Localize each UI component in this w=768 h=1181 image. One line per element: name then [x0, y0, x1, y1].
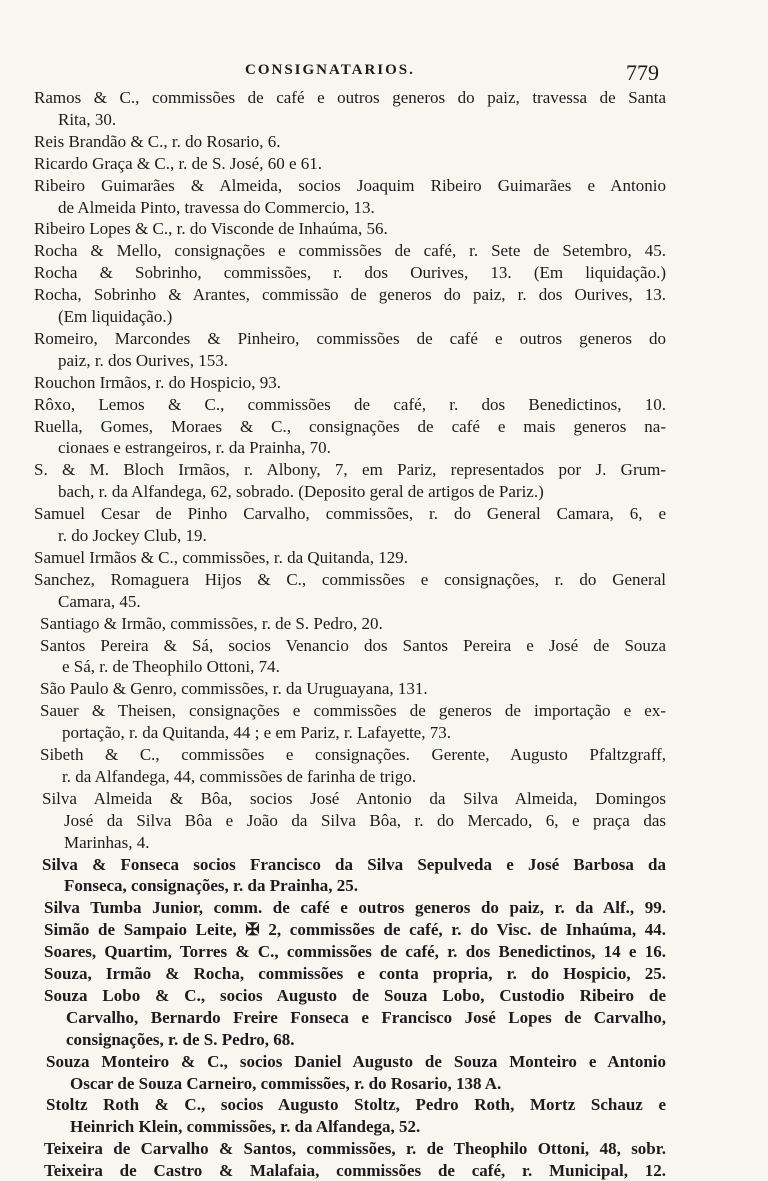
entry-first-line: Ramos & C., commissões de café e outros generos do paiz, travessa de Santa	[34, 88, 666, 107]
entry-first-line: Teixeira de Carvalho & Santos, commissões, r. de Theophilo Ottoni, 48, sobr.	[44, 1139, 666, 1159]
entry-continuation-line: de Almeida Pinto, travessa do Commercio, 13.	[58, 197, 375, 217]
entry-first-line: Simão de Sampaio Leite, ✠ 2, commissões de café, r. do Visc. de Inhaúma, 44.	[44, 920, 666, 940]
entry-continuation-line: Marinhas, 4.	[64, 832, 150, 852]
entry-continuation-line: r. do Jockey Club, 19.	[58, 526, 207, 545]
entry-first-line: Sauer & Theisen, consignações e commissões de generos de importação e ex-	[40, 701, 666, 721]
entry-first-line: Sibeth & C., commissões e consignações. Gerente, Augusto Pfaltzgraff,	[40, 745, 666, 764]
entry-continuation-line: e Sá, r. de Theophilo Ottoni, 74.	[62, 657, 280, 677]
entry-first-line: Ruella, Gomes, Moraes & C., consignações de café e mais generos na-	[34, 416, 666, 436]
entry-continuation-line: r. da Alfandega, 44, commissões de farinha de trigo.	[62, 766, 417, 786]
entry-first-line: Rocha & Mello, consignações e commissões de café, r. Sete de Setembro, 45.	[34, 241, 666, 261]
page-header	[0, 60, 768, 86]
entry-continuation-line: Carvalho, Bernardo Freire Fonseca e Francisco José Lopes de Carvalho,	[66, 1007, 666, 1027]
entry-first-line: Silva Almeida & Bôa, socios José Antonio da Silva Almeida, Domingos	[42, 788, 666, 808]
entry-first-line: Stoltz Roth & C., socios Augusto Stoltz, Pedro Roth, Mortz Schauz e	[46, 1095, 666, 1115]
entry-continuation-line: bach, r. da Alfandega, 62, sobrado. (Deposito geral de artigos de Pariz.)	[58, 482, 544, 502]
page-number: 779	[626, 60, 659, 85]
entry-first-line: Silva & Fonseca socios Francisco da Silva Sepulveda e José Barbosa da	[42, 854, 666, 874]
entry-first-line: Ribeiro Guimarães & Almeida, socios Joaquim Ribeiro Guimarães e Antonio	[34, 175, 666, 195]
entry-first-line: Soares, Quartim, Torres & C., commissões de café, r. dos Benedictinos, 14 e 16.	[44, 942, 666, 962]
entry-first-line: Souza, Irmão & Rocha, commissões e conta propria, r. do Hospicio, 25.	[44, 964, 666, 983]
entry-continuation-line: (Em liquidação.)	[58, 307, 173, 326]
entry-first-line: Souza Monteiro & C., socios Daniel Augusto de Souza Monteiro e Antonio	[46, 1051, 666, 1071]
entry-first-line: São Paulo & Genro, commissões, r. da Uruguayana, 131.	[40, 679, 428, 699]
entry-first-line: Teixeira de Castro & Malafaia, commissões de café, r. Municipal, 12.	[44, 1161, 666, 1181]
entry-first-line: Sanchez, Romaguera Hijos & C., commissões e consignações, r. do General	[34, 569, 666, 589]
entry-continuation-line: José da Silva Bôa e João da Silva Bôa, r. do Mercado, 6, e praça das	[64, 810, 666, 830]
entry-continuation-line: cionaes e estrangeiros, r. da Prainha, 70.	[58, 438, 331, 458]
entry-first-line: Santiago & Irmão, commissões, r. de S. Pedro, 20.	[40, 613, 383, 633]
entry-first-line: Reis Brandão & C., r. do Rosario, 6.	[34, 131, 281, 151]
entry-first-line: Ricardo Graça & C., r. de S. José, 60 e 61.	[34, 153, 322, 173]
entry-first-line: Ribeiro Lopes & C., r. do Visconde de Inhaúma, 56.	[34, 219, 388, 239]
entry-first-line: Rocha, Sobrinho & Arantes, commissão de generos do paiz, r. dos Ourives, 13.	[34, 285, 666, 305]
entry-continuation-line: paiz, r. dos Ourives, 153.	[58, 350, 228, 370]
entry-continuation-line: portação, r. da Quitanda, 44 ; e em Pariz, r. Lafayette, 73.	[62, 723, 451, 743]
entry-first-line: Rouchon Irmãos, r. do Hospicio, 93.	[34, 372, 281, 392]
entry-first-line: Samuel Irmãos & C., commissões, r. da Quitanda, 129.	[34, 547, 408, 567]
entry-first-line: S. & M. Bloch Irmãos, r. Albony, 7, em Pariz, representados por J. Grum-	[34, 460, 666, 480]
page-title: CONSIGNATARIOS.	[245, 62, 415, 78]
entry-continuation-line: Fonseca, consignações, r. da Prainha, 25.	[64, 876, 359, 896]
entry-first-line: Silva Tumba Junior, comm. de café e outros generos do paiz, r. da Alf., 99.	[44, 898, 666, 918]
entry-first-line: Souza Lobo & C., socios Augusto de Souza Lobo, Custodio Ribeiro de	[44, 985, 666, 1005]
entry-continuation-line: Rita, 30.	[58, 109, 117, 129]
entry-continuation-line: Oscar de Souza Carneiro, commissões, r. do Rosario, 138 A.	[70, 1073, 502, 1093]
entry-first-line: Santos Pereira & Sá, socios Venancio dos Santos Pereira e José de Souza	[40, 635, 666, 655]
entry-first-line: Samuel Cesar de Pinho Carvalho, commissões, r. do General Camara, 6, e	[34, 504, 666, 524]
entry-continuation-line: consignações, r. de S. Pedro, 68.	[66, 1029, 295, 1049]
entry-continuation-line: Camara, 45.	[58, 591, 141, 611]
entry-first-line: Rocha & Sobrinho, commissões, r. dos Ourives, 13. (Em liquidação.)	[34, 263, 666, 283]
entry-first-line: Romeiro, Marcondes & Pinheiro, commissões de café e outros generos do	[34, 328, 666, 348]
entry-first-line: Rôxo, Lemos & C., commissões de café, r. dos Benedictinos, 10.	[34, 394, 666, 414]
entry-continuation-line: Heinrich Klein, commissões, r. da Alfandega, 52.	[70, 1117, 421, 1137]
